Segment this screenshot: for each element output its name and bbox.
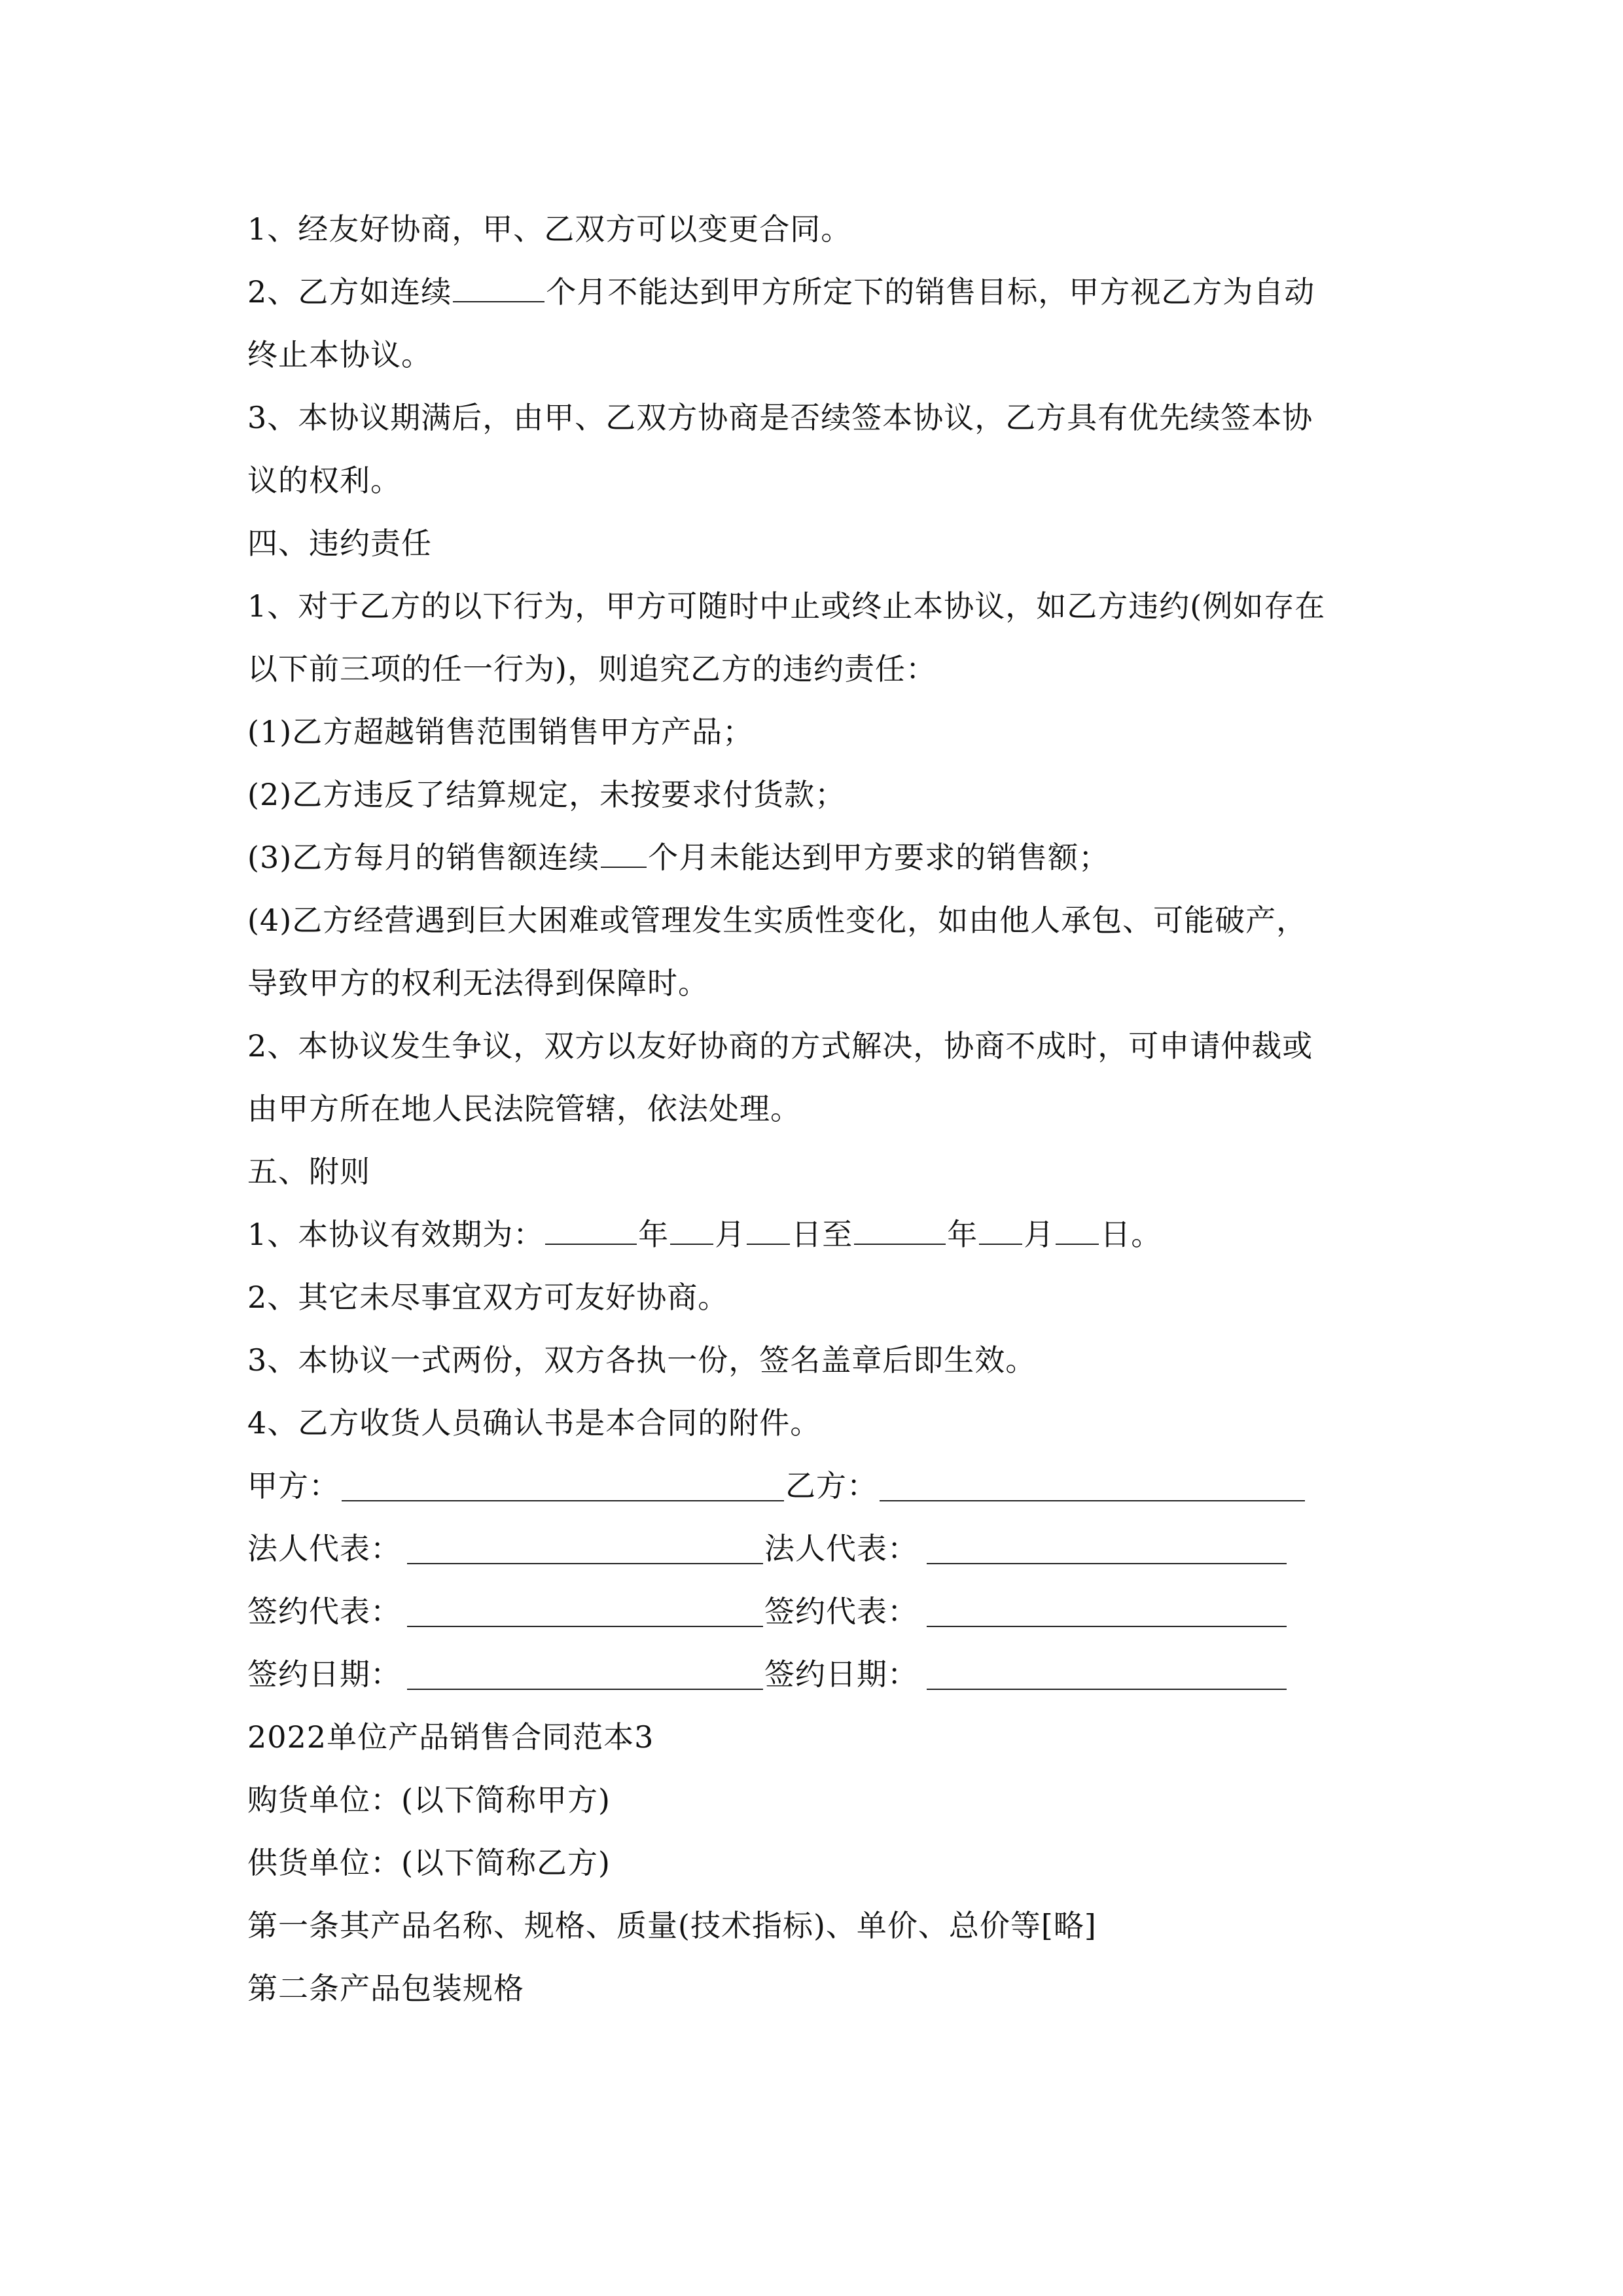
clause-text: 2、乙方如连续	[247, 274, 452, 310]
clause-auto-terminate-cont: 终止本协议。	[247, 337, 432, 372]
signing-rep-a-label: 签约代表：	[247, 1594, 401, 1629]
clause-dispute-cont: 由甲方所在地人民法院管辖，依法处理。	[247, 1091, 801, 1126]
month-label: 月	[1024, 1217, 1055, 1252]
breach-item-4: (4)乙方经营遇到巨大困难或管理发生实质性变化，如由他人承包、可能破产，	[247, 903, 1308, 938]
party-b-label: 乙方：	[785, 1468, 878, 1503]
article-2: 第二条产品包装规格	[247, 1971, 524, 2006]
clause-renewal: 3、本协议期满后，由甲、乙双方协商是否续签本协议，乙方具有优先续签本协	[247, 400, 1313, 435]
day-to-label: 日至	[791, 1217, 853, 1252]
clause-other-matters: 2、其它未尽事宜双方可友好协商。	[247, 1280, 729, 1315]
breach-item-3	[247, 836, 1109, 878]
day-label: 日。	[1100, 1217, 1162, 1252]
buyer-line: 购货单位：(以下简称甲方)	[247, 1782, 611, 1818]
year-label: 年	[947, 1217, 978, 1252]
fill-blank	[453, 275, 544, 302]
signing-rep-b-label: 签约代表：	[764, 1594, 918, 1629]
breach-item-4-cont: 导致甲方的权利无法得到保障时。	[247, 965, 709, 1001]
fill-blank-year	[854, 1217, 946, 1245]
party-a-label: 甲方：	[247, 1468, 340, 1503]
month-label: 月	[715, 1217, 746, 1252]
fill-blank	[601, 840, 647, 868]
clause-text: 个月未能达到甲方要求的销售额；	[648, 840, 1110, 875]
clause-attachment: 4、乙方收货人员确认书是本合同的附件。	[247, 1405, 821, 1441]
fill-blank-day	[747, 1217, 790, 1245]
section-heading-liability: 四、违约责任	[247, 526, 432, 561]
clause-breach-cont: 以下前三项的任一行为)，则追究乙方的违约责任：	[247, 651, 936, 687]
breach-item-1: (1)乙方超越销售范围销售甲方产品；	[247, 714, 754, 749]
clause-breach: 1、对于乙方的以下行为，甲方可随时中止或终止本协议，如乙方违约(例如存在	[247, 588, 1326, 624]
clause-text: (3)乙方每月的销售额连续	[247, 840, 600, 875]
supplier-line: 供货单位：(以下简称乙方)	[247, 1845, 611, 1880]
fill-blank-year	[545, 1217, 637, 1245]
signing-rep-b-signature-line	[927, 1624, 1287, 1627]
legal-rep-a-label: 法人代表：	[247, 1531, 401, 1566]
section-heading-supplementary: 五、附则	[247, 1154, 370, 1189]
signing-date-a-label: 签约日期：	[247, 1657, 401, 1692]
article-1: 第一条其产品名称、规格、质量(技术指标)、单价、总价等[略]	[247, 1908, 1097, 1943]
breach-item-2: (2)乙方违反了结算规定，未按要求付货款；	[247, 777, 846, 812]
clause-text: 个月不能达到甲方所定下的销售目标，甲方视乙方为自动	[546, 274, 1315, 310]
fill-blank-month	[979, 1217, 1022, 1245]
fill-blank-month	[670, 1217, 713, 1245]
legal-rep-a-signature-line	[407, 1562, 763, 1564]
legal-rep-b-signature-line	[927, 1562, 1287, 1564]
fill-blank-day	[1056, 1217, 1099, 1245]
year-label: 年	[638, 1217, 669, 1252]
signing-date-a-line	[407, 1687, 763, 1690]
clause-dispute: 2、本协议发生争议，双方以友好协商的方式解决，协商不成时，可申请仲裁或	[247, 1028, 1313, 1064]
signing-date-b-label: 签约日期：	[764, 1657, 918, 1692]
signing-rep-a-signature-line	[407, 1624, 763, 1627]
clause-change-contract: 1、经友好协商，甲、乙双方可以变更合同。	[247, 211, 852, 247]
party-b-signature-line	[880, 1499, 1305, 1501]
clause-renewal-cont: 议的权利。	[247, 463, 401, 498]
party-a-signature-line	[342, 1499, 784, 1501]
clause-auto-terminate	[247, 271, 1315, 313]
signing-date-b-line	[927, 1687, 1287, 1690]
clause-validity-period	[247, 1213, 1162, 1255]
contract-title: 2022单位产品销售合同范本3	[247, 1719, 654, 1755]
legal-rep-b-label: 法人代表：	[764, 1531, 918, 1566]
clause-text: 1、本协议有效期为：	[247, 1217, 544, 1252]
clause-copies: 3、本协议一式两份，双方各执一份，签名盖章后即生效。	[247, 1342, 1037, 1378]
